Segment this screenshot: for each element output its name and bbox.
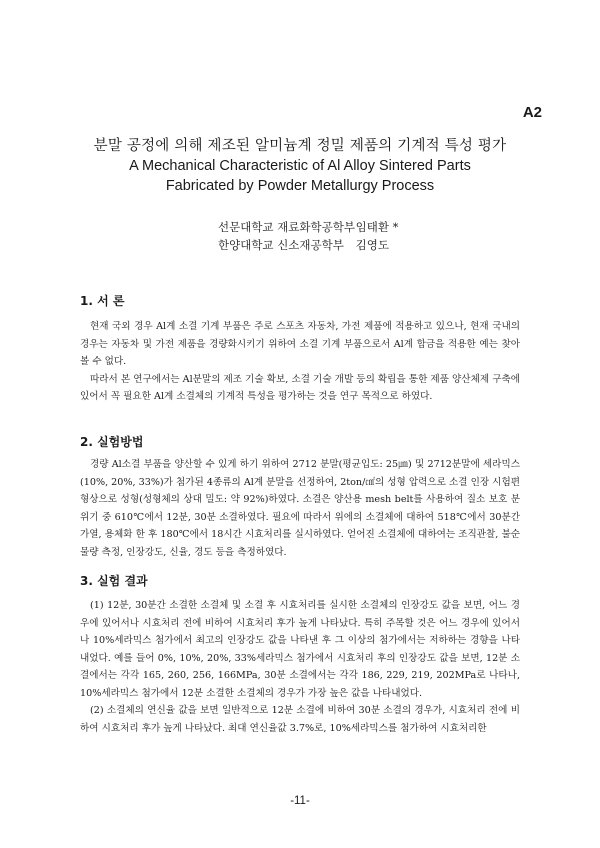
paper-code: A2 <box>522 104 542 121</box>
section-heading-introduction: 1. 서 론 <box>80 294 125 308</box>
author-affiliation: 한양대학교 신소재공학부 <box>218 238 344 252</box>
title-english-line2: Fabricated by Powder Metallurgy Process <box>165 178 435 194</box>
section-body-introduction <box>80 318 520 406</box>
paragraph: 경량 Al소결 부품을 양산할 수 있게 하기 위하여 2712 분말(평균입도: 25㎛) 및 2712분말에 세라믹스(10%, 20%, 33%)가 첨가된 4종류의 Al계 분말을 선정하여, 2ton/㎠의 성형 압력으로 소결 인장 시험편 형상으로 성형(성형체의 상대 밀도: 약 92%)하였다. 소결은 양산용 mesh belt를 사용하여 질소 보호 분위기 중 610℃에서 12분, 30분 소결하였다. 필요에 따라서 위에의 소결체에 대하여 518℃에서 30분간 가열, 용체화 한 후 180℃에서 18시간 시효처리를 실시하였다. 얻어진 소결체에 대하여는 조직관찰, 불순물량 측정, 인장강도, 신율, 경도 등을 측정하였다. <box>80 459 520 558</box>
paragraph: (2) 소결체의 연신율 값을 보면 일반적으로 12분 소결에 비하여 30분 소결의 경우가, 시효처리 전에 비하여 시효처리 후가 높게 나타났다. 최대 연신율값 3.7%로, 10%세라믹스를 첨가하여 시효처리한 <box>80 705 520 734</box>
section-heading-results: 3. 실험 결과 <box>80 574 148 588</box>
paragraph: 현재 국외 경우 Al계 소결 기계 부품은 주로 스포츠 자동차, 가전 제품에 적용하고 있으나, 현재 국내의 경우는 자동차 및 가전 제품을 경량화시키기 위하여 소결 기계 부품으로서 Al계 합금을 적용한 예는 찾아볼 수 없다. <box>80 321 520 367</box>
author-row <box>218 236 398 254</box>
section-body-methods <box>80 456 520 561</box>
section-heading-methods: 2. 실험방법 <box>80 435 144 449</box>
title-english-line1: A Mechanical Characteristic of Al Alloy Sintered Parts <box>129 158 471 174</box>
author-name: 임태환 * <box>355 220 399 234</box>
author-name: 김영도 <box>355 238 389 252</box>
title-korean: 분말 공정에 의해 제조된 알미늄계 정밀 제품의 기계적 특성 평가 <box>93 138 507 154</box>
author-row <box>218 218 398 236</box>
section-body-results <box>80 597 520 737</box>
paragraph: 따라서 본 연구에서는 Al분말의 제조 기술 확보, 소결 기술 개발 등의 확립을 통한 제품 양산체제 구축에 있어서 꼭 필요한 Al계 소결체의 기계적 특성을 평가하는 것을 연구 목적으로 하였다. <box>80 373 520 402</box>
author-block <box>218 218 398 254</box>
author-affiliation: 선문대학교 재료화학공학부 <box>218 220 355 234</box>
paragraph: (1) 12분, 30분간 소결한 소결체 및 소결 후 시효처리를 실시한 소결체의 인장강도 값을 보면, 어느 경우에 있어서나 시효처리 전에 비하여 시효처리 후가 높게 나타났다. 특히 주목할 것은 어느 경우에 있어서나 10%세라믹스 첨가에서 최고의 인장강도 값을 나타낸 후 그 이상의 첨가에서는 저하하는 경향을 나타내었다. 예를 들어 0%, 10%, 20%, 33%세라믹스 첨가에서 시효처리 후의 인장강도 값을 보면, 12분 소결에서는 각각 165, 260, 256, 166MPa, 30분 소결에서는 각각 186, 229, 219, 202MPa로 나타나, 10%세라믹스 첨가에서 12분 소결한 소결체의 경우가 가장 높은 값을 나타내었다. <box>80 600 520 699</box>
page-number: -11- <box>290 795 310 807</box>
